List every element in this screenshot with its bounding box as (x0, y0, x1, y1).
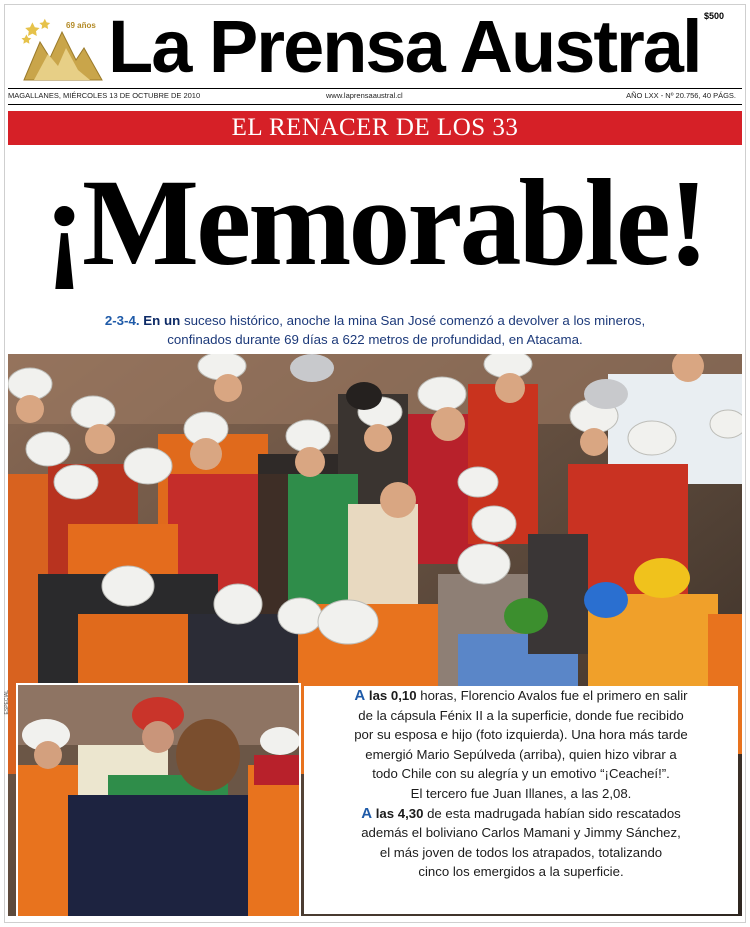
logo-badge: 69 años (66, 21, 96, 30)
deck-line-2: confinados durante 69 días a 622 metros de profundidad, en Atacama. (167, 332, 583, 347)
deck-lead: En un (143, 313, 181, 328)
caption-line: de la cápsula Fénix II a la superficie, donde fue recibido (358, 707, 684, 723)
headline: ¡Memorable! (43, 154, 707, 291)
caption-time-2: las 4,30 (375, 805, 424, 821)
photo-credit: ESPECIAL (4, 690, 10, 715)
deck-text (20, 311, 730, 349)
dateline (8, 88, 742, 103)
caption-line: emergió Mario Sepúlveda (arriba), quien hizo vibrar a (365, 746, 677, 762)
inset-photo (16, 683, 301, 918)
divider (8, 104, 742, 105)
caption-paragraph-1 (304, 686, 738, 804)
dateline-website: www.laprensaaustral.cl (326, 91, 403, 100)
deck-page-refs: 2-3-4. (104, 313, 140, 328)
newspaper-logo (20, 14, 106, 82)
caption-line: por su esposa e hijo (foto izquierda). Una hora más tarde (354, 727, 688, 743)
kicker-banner: EL RENACER DE LOS 33 (8, 111, 742, 145)
photo-caption (304, 686, 738, 914)
caption-time-1: las 0,10 (368, 688, 417, 703)
dateline-date: MAGALLANES, MIÉRCOLES 13 DE OCTUBRE DE 2010 (8, 91, 201, 100)
caption-line: horas, Florencio Avalos fue el primero en salir (420, 688, 688, 703)
caption-line: cinco los emergidos a la superficie. (418, 864, 624, 880)
dateline-edition: AÑO LXX - Nº 20.756, 40 PÁGS. (626, 91, 736, 100)
masthead-title: La Prensa Austral (108, 5, 701, 88)
deck-line-1: suceso histórico, anoche la mina San José comenzó a devolver a los mineros, (183, 313, 646, 328)
caption-drop-a-1: A (354, 687, 366, 704)
caption-line: El tercero fue Juan Illanes, a las 2,08. (410, 785, 632, 801)
caption-drop-a-2: A (361, 804, 373, 822)
caption-line: de esta madrugada habían sido rescatados (427, 805, 681, 821)
caption-line: todo Chile con su alegría y un emotivo “¡Ceacheí!”. (372, 766, 670, 782)
caption-paragraph-2 (304, 804, 738, 882)
caption-line: el más joven de todos los atrapados, totalizando (379, 844, 663, 860)
caption-line: además el boliviano Carlos Mamani y Jimmy Sánchez, (361, 825, 681, 841)
price-label: $500 (703, 11, 724, 21)
